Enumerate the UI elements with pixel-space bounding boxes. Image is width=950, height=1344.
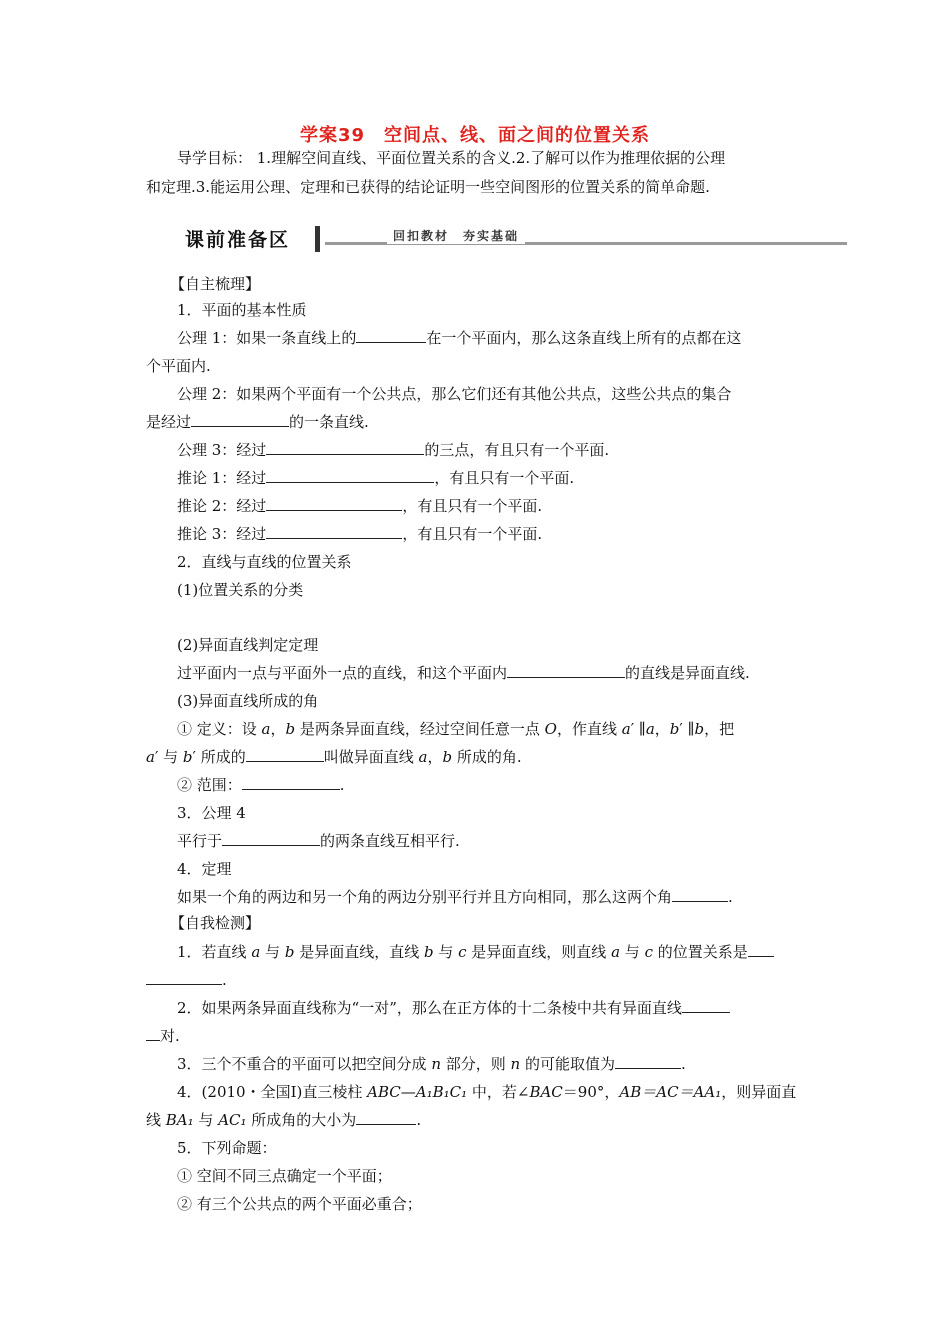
- q3-text: 的可能取值为: [520, 1055, 615, 1073]
- axiom1-text-b: 在一个平面内，那么这条直线上所有的点都在这: [426, 329, 742, 347]
- var-b: b: [284, 943, 295, 961]
- objectives-line-1: 导学目标： 1.理解空间直线、平面位置关系的含义.2.了解可以作为推理依据的公理: [177, 149, 726, 167]
- var-c: c: [644, 943, 653, 961]
- q1-text-end: .: [222, 971, 227, 989]
- var-c: c: [458, 943, 467, 961]
- axiom2-line-2: [146, 411, 369, 433]
- banner-subtitle: 回扣教材 夯实基础: [387, 227, 525, 244]
- def-text: ，把: [704, 720, 735, 738]
- def-text: ′ 所成的: [192, 748, 246, 766]
- def-text: ′ ∥: [679, 720, 695, 738]
- range-text-a: ② 范围：: [177, 776, 242, 794]
- q4-text: 线: [146, 1111, 166, 1129]
- s3-text-a: 平行于: [177, 832, 223, 850]
- banner-divider: [315, 226, 320, 252]
- axiom2-text-c: 的一条直线.: [289, 413, 369, 431]
- banner-label: 课前准备区: [185, 229, 291, 251]
- q4-angle: BAC: [529, 1083, 563, 1101]
- q4-text: 与: [193, 1111, 219, 1129]
- var-a: a: [261, 720, 271, 738]
- q4-text: .: [416, 1111, 422, 1129]
- fill-blank[interactable]: [222, 830, 320, 846]
- question-4: [177, 1081, 796, 1103]
- q1-text: 与: [260, 943, 285, 961]
- s4-text-a: 如果一个角的两边和另一个角的两边分别平行并且方向相同，那么这两个角: [177, 888, 673, 906]
- q1-text: 是异面直线，则直线: [466, 943, 612, 961]
- axiom1-text-a: 公理 1：如果一条直线上的: [177, 329, 357, 347]
- fill-blank[interactable]: [682, 997, 730, 1013]
- var-b: b: [423, 943, 434, 961]
- q4-line-ac1: AC₁: [218, 1111, 247, 1129]
- objectives-line-2: 和定理.3.能运用公理、定理和已获得的结论证明一些空间图形的位置关系的简单命题.: [146, 178, 710, 196]
- fill-blank[interactable]: [672, 886, 728, 902]
- def-text: ① 定义：设: [177, 720, 262, 738]
- fill-blank[interactable]: [266, 439, 424, 455]
- var-b: b: [182, 748, 193, 766]
- cor2-text-b: ，有且只有一个平面.: [402, 497, 543, 515]
- q4-prism: ABC—A₁B₁C₁: [367, 1083, 468, 1101]
- section-banner: [177, 224, 847, 256]
- q1-text: 与: [620, 943, 645, 961]
- s3-text-b: 的两条直线互相平行.: [320, 832, 460, 850]
- q1-text: 的位置关系是: [652, 943, 748, 961]
- var-a: a: [251, 943, 261, 961]
- s2-heading: 2．直线与直线的位置关系: [177, 553, 352, 571]
- fill-blank[interactable]: [615, 1053, 681, 1069]
- fill-blank[interactable]: [507, 662, 625, 678]
- fill-blank[interactable]: [748, 941, 774, 957]
- definition-line-2: [146, 746, 522, 768]
- q4-text: ，则异面直: [721, 1083, 797, 1101]
- q4-line-ba1: BA₁: [165, 1111, 194, 1129]
- var-a: a: [146, 748, 155, 766]
- s3-heading: 3．公理 4: [177, 804, 246, 822]
- def-text: ，作直线: [556, 720, 622, 738]
- cor2-text-a: 推论 2：经过: [177, 497, 267, 515]
- s2-2-text-a: 过平面内一点与平面外一点的直线，和这个平面内: [177, 664, 508, 682]
- fill-blank[interactable]: [356, 1109, 416, 1125]
- question-3: [177, 1053, 686, 1075]
- q3-text: 部分，则: [441, 1055, 511, 1073]
- fill-blank[interactable]: [266, 495, 402, 511]
- q4-equation: AB＝AC＝AA₁: [619, 1083, 722, 1101]
- var-a: a: [621, 720, 631, 738]
- fill-blank[interactable]: [146, 969, 222, 985]
- q3-text: 3．三个不重合的平面可以把空间分成: [177, 1055, 432, 1073]
- range-text-b: .: [339, 776, 345, 794]
- def-text: ，: [654, 720, 670, 738]
- question-5-item-1: ① 空间不同三点确定一个平面；: [177, 1167, 392, 1185]
- q3-text: .: [681, 1055, 686, 1073]
- var-O: O: [544, 720, 557, 738]
- def-text: ，: [270, 720, 286, 738]
- axiom2-text-b: 是经过: [146, 413, 192, 431]
- fill-blank[interactable]: [246, 746, 324, 762]
- fill-blank[interactable]: [266, 523, 402, 539]
- var-b: b: [285, 720, 296, 738]
- s2-1-heading: (1)位置关系的分类: [177, 581, 304, 599]
- def-text: 所成的角.: [452, 748, 522, 766]
- q4-text: 所成角的大小为: [246, 1111, 357, 1129]
- s3-text: [177, 830, 460, 852]
- fill-blank[interactable]: [242, 774, 340, 790]
- question-5: 5．下列命题：: [177, 1139, 277, 1157]
- axiom3-line: [177, 439, 609, 461]
- def-text: 是两条异面直线，经过空间任意一点: [295, 720, 545, 738]
- s2-2-heading: (2)异面直线判定定理: [177, 636, 319, 654]
- corollary3-line: [177, 523, 542, 545]
- page-title: 学案39 空间点、线、面之间的位置关系: [299, 125, 651, 146]
- s1-heading: 1．平面的基本性质: [177, 301, 307, 319]
- var-a: a: [611, 943, 621, 961]
- def-text: ′ 与: [154, 748, 183, 766]
- definition-line-1: [177, 718, 734, 740]
- q2-text-a: 2．如果两条异面直线称为“一对”，那么在正方体的十二条棱中共有异面直线: [177, 999, 682, 1017]
- s2-3-heading: (3)异面直线所成的角: [177, 692, 319, 710]
- s4-text-b: .: [728, 888, 733, 906]
- var-b: b: [442, 748, 453, 766]
- var-n: n: [510, 1055, 521, 1073]
- axiom3-text-a: 公理 3：经过: [177, 441, 267, 459]
- def-text: ′ ∥: [630, 720, 646, 738]
- def-text: ，: [427, 748, 443, 766]
- range-line: [177, 774, 345, 796]
- q1-text: 是异面直线，直线: [294, 943, 424, 961]
- question-2: [177, 997, 730, 1019]
- s2-2-text-b: 的直线是异面直线.: [625, 664, 750, 682]
- var-n: n: [431, 1055, 441, 1073]
- corollary2-line: [177, 495, 542, 517]
- question-1-cont: [146, 969, 227, 991]
- q1-text: 1．若直线: [177, 943, 252, 961]
- axiom1-line-2: 个平面内.: [146, 357, 211, 375]
- def-text: 叫做异面直线: [323, 748, 419, 766]
- corollary1-line: [177, 467, 574, 489]
- var-b: b: [669, 720, 680, 738]
- cor3-text-b: ，有且只有一个平面.: [402, 525, 543, 543]
- question-1: [177, 941, 774, 963]
- question-5-item-2: ② 有三个公共点的两个平面必重合；: [177, 1195, 422, 1213]
- q1-text: 与: [433, 943, 459, 961]
- q2-text-b: 对.: [160, 1027, 180, 1045]
- cor1-text-b: ，有且只有一个平面.: [434, 469, 575, 487]
- var-a: a: [645, 720, 655, 738]
- axiom1-line: [177, 327, 741, 349]
- section-self-check: 【自我检测】: [170, 914, 261, 932]
- var-a: a: [418, 748, 428, 766]
- s4-text: [177, 886, 733, 908]
- fill-blank[interactable]: [266, 467, 434, 483]
- question-2-cont: [146, 1025, 180, 1047]
- axiom2-line: 公理 2：如果两个平面有一个公共点，那么它们还有其他公共点，这些公共点的集合: [177, 385, 732, 403]
- fill-blank[interactable]: [356, 327, 426, 343]
- axiom3-text-b: 的三点，有且只有一个平面.: [424, 441, 610, 459]
- question-4-cont: [146, 1109, 421, 1131]
- q4-text: 4．(2010・全国Ⅰ)直三棱柱: [177, 1083, 368, 1101]
- cor3-text-a: 推论 3：经过: [177, 525, 267, 543]
- var-b: b: [694, 720, 705, 738]
- fill-blank[interactable]: [191, 411, 289, 427]
- q4-text: ＝90°，: [562, 1083, 620, 1101]
- fill-blank[interactable]: [146, 1025, 160, 1041]
- section-self-study: 【自主梳理】: [170, 275, 261, 293]
- cor1-text-a: 推论 1：经过: [177, 469, 267, 487]
- s4-heading: 4．定理: [177, 860, 232, 878]
- q4-text: 中，若∠: [467, 1083, 530, 1101]
- s2-2-text: [177, 662, 750, 684]
